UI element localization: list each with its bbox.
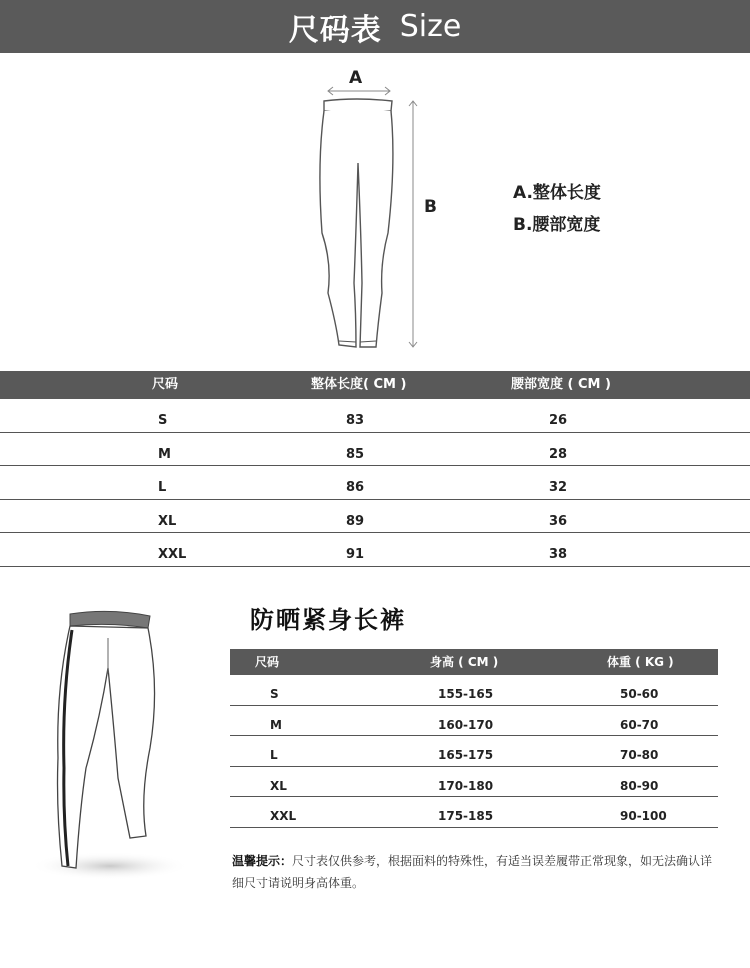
- table1-header-length: 整体长度( CM ): [311, 377, 407, 392]
- page-header: [0, 0, 750, 53]
- cell-length: 86: [346, 480, 365, 496]
- cell-length: 89: [346, 513, 365, 529]
- cell-height: 175-185: [438, 809, 494, 824]
- measurement-diagram: [0, 53, 750, 371]
- table1-header: [0, 371, 750, 399]
- size-note: [232, 850, 722, 894]
- table2-header-height: 身高 ( CM ): [430, 655, 499, 669]
- table2-header-size: 尺码: [255, 655, 280, 669]
- cell-weight: 70-80: [620, 748, 659, 763]
- cell-weight: 50-60: [620, 687, 659, 701]
- cell-weight: 80-90: [620, 778, 659, 793]
- cell-height: 155-165: [438, 687, 494, 701]
- leggings-outline-icon: [0, 53, 750, 371]
- cell-size: L: [270, 748, 278, 763]
- table2-header-weight: 体重 ( KG ): [607, 655, 674, 669]
- product-title: 防晒紧身长裤: [250, 606, 406, 634]
- cell-height: 170-180: [438, 778, 494, 793]
- legend-item-length: A.整体长度: [513, 183, 601, 203]
- cell-size: XL: [270, 778, 287, 793]
- table-row: [0, 500, 750, 534]
- table-row: [230, 736, 718, 767]
- table-row: [0, 399, 750, 433]
- table-row: [230, 767, 718, 798]
- measurement-legend: [513, 177, 601, 241]
- cell-size: M: [158, 446, 171, 462]
- table-row: [230, 706, 718, 737]
- cell-waist: 36: [549, 513, 568, 529]
- cell-waist: 26: [549, 413, 568, 428]
- cell-size: S: [270, 687, 279, 701]
- label-b: B: [424, 197, 437, 217]
- cell-waist: 38: [549, 547, 568, 563]
- cell-waist: 28: [549, 446, 568, 462]
- table-row: [0, 533, 750, 567]
- size-fit-table: [230, 649, 718, 828]
- cell-height: 165-175: [438, 748, 494, 763]
- cell-length: 83: [346, 413, 365, 428]
- table-row: [230, 797, 718, 828]
- cell-length: 85: [346, 446, 365, 462]
- table-row: [0, 466, 750, 500]
- cell-size: M: [270, 717, 282, 732]
- legend-item-waist: B.腰部宽度: [513, 215, 601, 235]
- cell-size: S: [158, 413, 168, 428]
- cell-weight: 90-100: [620, 809, 667, 824]
- cell-length: 91: [346, 547, 365, 563]
- note-label: 温馨提示：: [232, 854, 293, 868]
- cell-weight: 60-70: [620, 717, 659, 732]
- cell-size: XL: [158, 513, 177, 529]
- table1-header-size: 尺码: [152, 377, 179, 392]
- cell-size: XXL: [270, 809, 297, 824]
- note-text: 尺寸表仅供参考，根据面料的特殊性，有适当误差履带正常现象，如无法确认详细尺寸请说明身高体重。: [232, 854, 713, 890]
- header-title-cn: 尺码表: [288, 12, 382, 48]
- compression-pants-icon: [0, 598, 200, 898]
- table-row: [0, 433, 750, 467]
- cell-waist: 32: [549, 480, 568, 496]
- size-measurement-table: [0, 371, 750, 567]
- cell-size: XXL: [158, 547, 187, 563]
- label-a: A: [349, 68, 363, 88]
- table2-header: [230, 649, 718, 675]
- cell-size: L: [158, 480, 167, 496]
- header-title-en: Size: [399, 9, 462, 44]
- table-row: [230, 675, 718, 706]
- table1-header-waist: 腰部宽度 ( CM ): [511, 377, 611, 392]
- cell-height: 160-170: [438, 717, 494, 732]
